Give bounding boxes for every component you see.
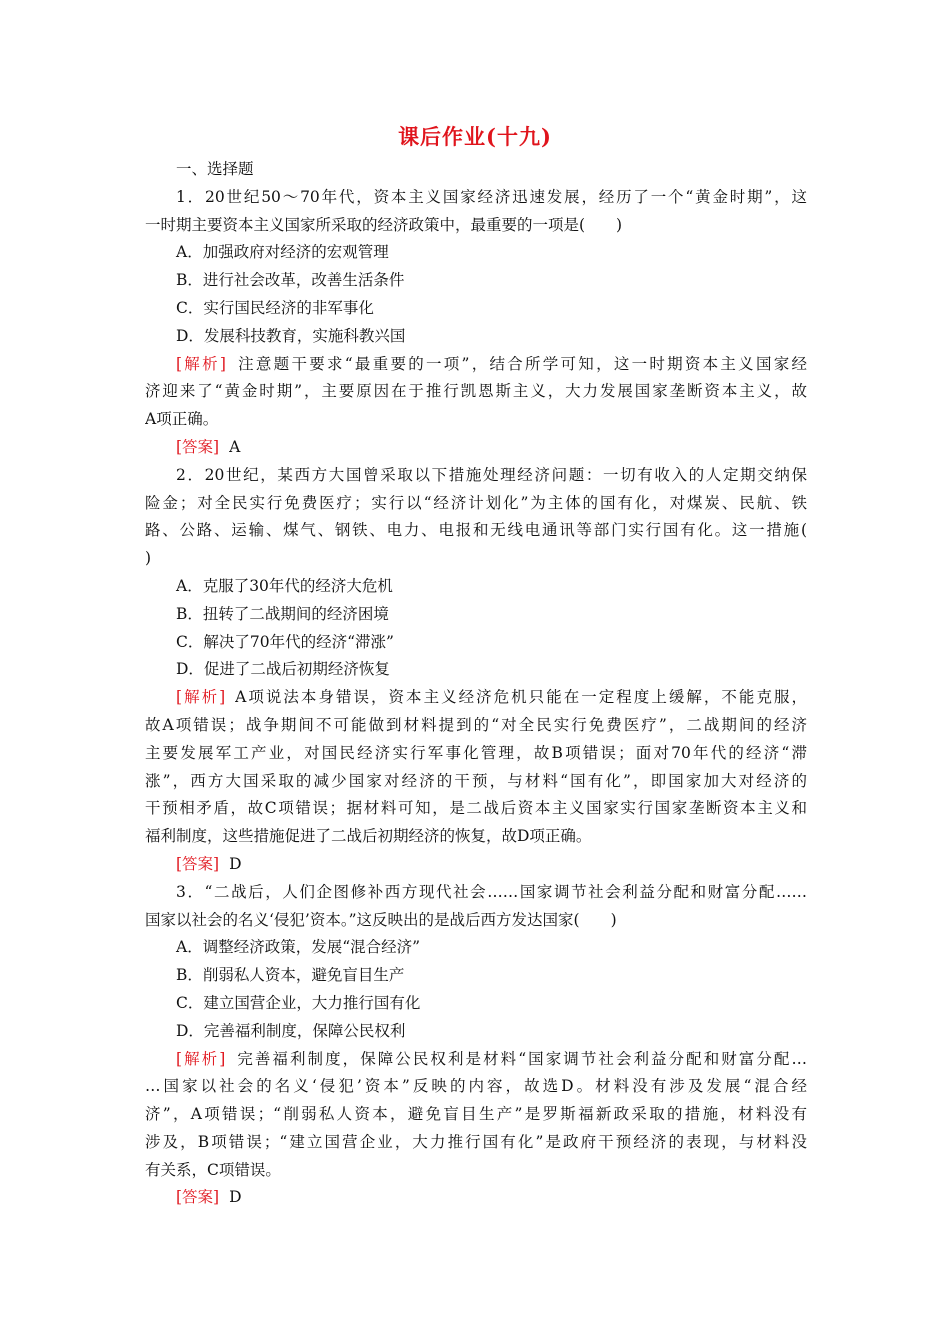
analysis-line: 干预相矛盾，故C项错误；据材料可知，是二战后资本主义国家实行国家垄断资本主义和 [145,799,807,818]
analysis-line: 涨”，西方大国采取的减少国家对经济的干预，与材料“国有化”，即国家加大对经济的 [145,771,807,790]
question-stem-line: 国家以社会的名义‘侵犯’资本。”这反映出的是战后西方发达国家( ) [145,910,617,929]
analysis-label: [解析] [176,354,226,373]
analysis-label: [解析] [176,688,226,707]
analysis-label: [解析] [176,1049,226,1068]
option-a: A．克服了30年代的经济大危机 [176,576,393,595]
question-stem-line: 路、公路、运输、煤气、钢铁、电力、电报和无线电通讯等部门实行国有化。这一措施( [145,521,807,540]
analysis-line: 福利制度，这些措施促进了二战后初期经济的恢复，故D项正确。 [145,827,592,846]
analysis-line [145,351,807,379]
analysis-line: 涉及，B项错误；“建立国营企业，大力推行国有化”是政府干预经济的表现，与材料没 [145,1132,807,1151]
answer-value: D [229,854,242,873]
answer-value: D [229,1188,242,1207]
analysis-line: 济”，A项错误；“削弱私人资本，避免盲目生产”是罗斯福新政采取的措施，材料没有 [145,1105,807,1124]
question-1 [145,184,807,462]
option-b: B．削弱私人资本，避免盲目生产 [176,966,405,985]
analysis-line: …国家以社会的名义‘侵犯’资本”反映的内容，故选D。材料没有涉及发展“混合经 [145,1077,807,1096]
answer-line [145,1184,807,1212]
analysis-line: 有关系，C项错误。 [145,1160,281,1179]
question-stem-line: 3．“二战后，人们企图修补西方现代社会……国家调节社会利益分配和财富分配…… [176,882,807,901]
question-stem-line: 险金；对全民实行免费医疗；实行以“经济计划化”为主体的国有化，对煤炭、民航、铁 [145,493,807,512]
answer-value: A [229,437,241,456]
question-stem-line: ) [145,549,152,568]
analysis-line [145,1046,807,1074]
option-c: C．实行国民经济的非军事化 [176,298,374,317]
answer-label: [答案] [176,854,220,873]
section-heading: 一、选择题 [176,160,254,178]
question-stem-line: 1．20世纪50～70年代，资本主义国家经济迅速发展，经历了一个“黄金时期”，这 [176,187,807,206]
option-a: A．加强政府对经济的宏观管理 [176,243,389,262]
option-a: A．调整经济政策，发展“混合经济” [176,938,421,957]
option-d: D．完善福利制度，保障公民权利 [176,1021,406,1040]
analysis-line [145,684,807,712]
answer-label: [答案] [176,437,220,456]
analysis-line: A项正确。 [145,410,219,429]
analysis-text: 注意题干要求“最重要的一项”，结合所学可知，这一时期资本主义国家经 [235,354,807,373]
question-stem-line: 2．20世纪，某西方大国曾采取以下措施处理经济问题：一切有收入的人定期交纳保 [176,465,807,484]
answer-line [145,851,807,879]
option-c: C．建立国营企业，大力推行国有化 [176,993,421,1012]
question-3 [145,879,807,1213]
document-body [145,156,807,1212]
option-d: D．促进了二战后初期经济恢复 [176,660,390,679]
option-b: B．扭转了二战期间的经济困境 [176,604,389,623]
answer-line [145,434,807,462]
answer-label: [答案] [176,1188,220,1207]
analysis-line: 主要发展军工产业，对国民经济实行军事化管理，故B项错误；面对70年代的经济“滞 [145,743,807,762]
option-d: D．发展科技教育，实施科教兴国 [176,326,406,345]
question-stem-line: 一时期主要资本主义国家所采取的经济政策中，最重要的一项是( ) [145,215,623,234]
analysis-line: 故A项错误；战争期间不可能做到材料提到的“对全民实行免费医疗”，二战期间的经济 [145,715,807,734]
question-2 [145,462,807,879]
page-title: 课后作业(十九) [398,124,552,149]
option-b: B．进行社会改革，改善生活条件 [176,271,405,290]
analysis-text: A项说法本身错误，资本主义经济危机只能在一定程度上缓解，不能克服， [235,688,807,707]
analysis-text: 完善福利制度，保障公民权利是材料“国家调节社会利益分配和财富分配… [235,1049,807,1068]
analysis-line: 济迎来了“黄金时期”，主要原因在于推行凯恩斯主义，大力发展国家垄断资本主义，故 [145,382,807,401]
option-c: C．解决了70年代的经济“滞涨” [176,632,394,651]
